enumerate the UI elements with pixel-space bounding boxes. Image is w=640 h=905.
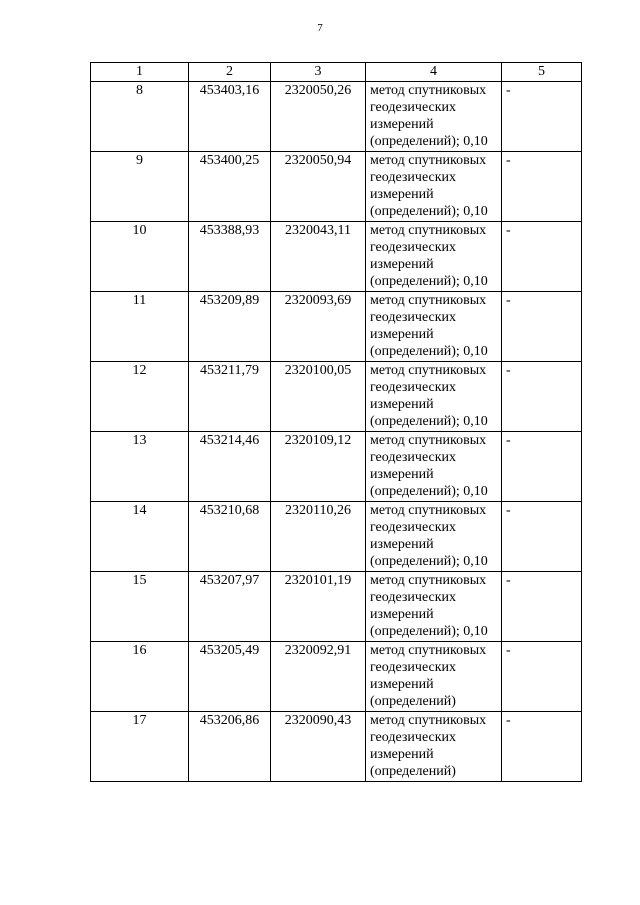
method-cell: метод спутниковых геодезических измерений (определений); 0,10	[366, 502, 502, 572]
coordinate-y: 2320092,91	[271, 642, 366, 712]
point-number: 16	[91, 642, 189, 712]
point-number: 9	[91, 152, 189, 222]
note-cell: -	[502, 712, 582, 782]
method-cell: метод спутниковых геодезических измерений (определений); 0,10	[366, 82, 502, 152]
coordinate-x: 453211,79	[189, 362, 271, 432]
table-row	[91, 572, 582, 642]
point-number: 13	[91, 432, 189, 502]
point-number: 17	[91, 712, 189, 782]
table-row	[91, 432, 582, 502]
coordinate-y: 2320101,19	[271, 572, 366, 642]
point-number: 11	[91, 292, 189, 362]
coordinate-x: 453205,49	[189, 642, 271, 712]
column-header: 4	[366, 63, 502, 82]
coordinate-x: 453207,97	[189, 572, 271, 642]
note-cell: -	[502, 572, 582, 642]
table-row	[91, 502, 582, 572]
table-row	[91, 82, 582, 152]
coordinate-y: 2320050,26	[271, 82, 366, 152]
coordinate-x: 453214,46	[189, 432, 271, 502]
method-cell: метод спутниковых геодезических измерений (определений); 0,10	[366, 432, 502, 502]
coordinate-x: 453210,68	[189, 502, 271, 572]
table-row	[91, 152, 582, 222]
coordinate-y: 2320110,26	[271, 502, 366, 572]
coordinate-y: 2320100,05	[271, 362, 366, 432]
method-cell: метод спутниковых геодезических измерений (определений)	[366, 712, 502, 782]
column-header: 1	[91, 63, 189, 82]
method-cell: метод спутниковых геодезических измерений (определений); 0,10	[366, 292, 502, 362]
table-row	[91, 292, 582, 362]
point-number: 12	[91, 362, 189, 432]
table-header-row	[91, 63, 582, 82]
method-cell: метод спутниковых геодезических измерений (определений); 0,10	[366, 152, 502, 222]
coordinate-x: 453206,86	[189, 712, 271, 782]
page-number: 7	[317, 22, 323, 34]
note-cell: -	[502, 82, 582, 152]
note-cell: -	[502, 292, 582, 362]
note-cell: -	[502, 642, 582, 712]
point-number: 15	[91, 572, 189, 642]
coordinate-y: 2320050,94	[271, 152, 366, 222]
point-number: 8	[91, 82, 189, 152]
point-number: 14	[91, 502, 189, 572]
coordinate-y: 2320043,11	[271, 222, 366, 292]
coordinates-table	[90, 62, 582, 782]
note-cell: -	[502, 432, 582, 502]
table-row	[91, 642, 582, 712]
point-number: 10	[91, 222, 189, 292]
coordinate-x: 453403,16	[189, 82, 271, 152]
method-cell: метод спутниковых геодезических измерений (определений); 0,10	[366, 362, 502, 432]
note-cell: -	[502, 362, 582, 432]
column-header: 2	[189, 63, 271, 82]
coordinate-x: 453388,93	[189, 222, 271, 292]
coordinate-y: 2320109,12	[271, 432, 366, 502]
method-cell: метод спутниковых геодезических измерений (определений); 0,10	[366, 222, 502, 292]
column-header: 3	[271, 63, 366, 82]
note-cell: -	[502, 502, 582, 572]
method-cell: метод спутниковых геодезических измерений (определений); 0,10	[366, 572, 502, 642]
table-row	[91, 222, 582, 292]
table-row	[91, 712, 582, 782]
table-row	[91, 362, 582, 432]
note-cell: -	[502, 152, 582, 222]
coordinate-y: 2320090,43	[271, 712, 366, 782]
coordinate-x: 453209,89	[189, 292, 271, 362]
coordinate-x: 453400,25	[189, 152, 271, 222]
method-cell: метод спутниковых геодезических измерений (определений)	[366, 642, 502, 712]
note-cell: -	[502, 222, 582, 292]
coordinate-y: 2320093,69	[271, 292, 366, 362]
column-header: 5	[502, 63, 582, 82]
